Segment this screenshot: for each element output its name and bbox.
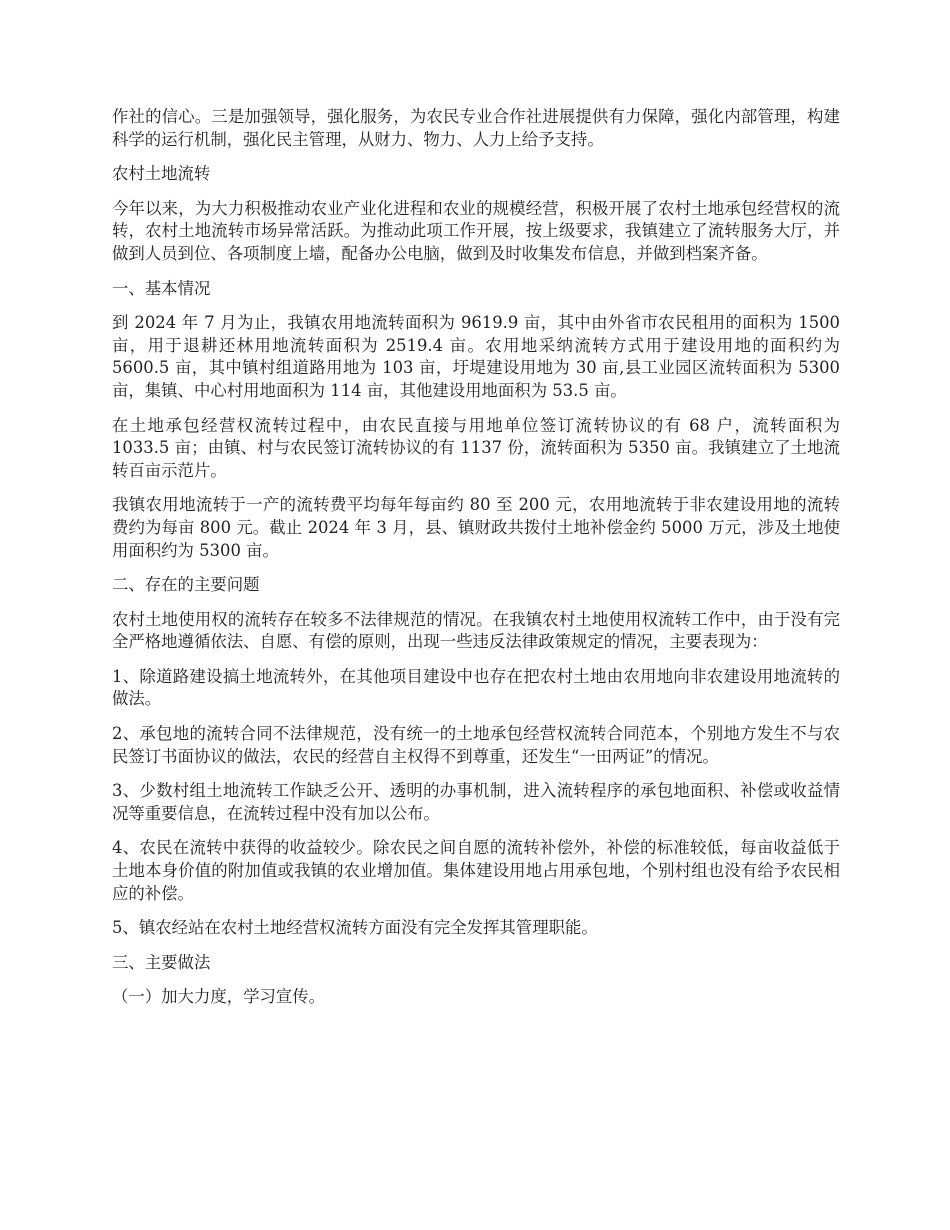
paragraph-transfer-area: 到 2024 年 7 月为止，我镇农用地流转面积为 9619.9 亩，其中由外省市农民租用的面积为 1500 亩，用于退耕还林用地流转面积为 2519.4 亩。农用地采纳流转方式用于建设用地的面积约为 5600.5 亩，其中镇村组道路用地为 103 亩，圩堤建设用地为 30 亩,县工业园区流转面积为 5300 亩，集镇、中心村用地面积为 114 亩，其他建设用地面积为 53.5 亩。: [112, 313, 840, 400]
heading-main-problems: 二、存在的主要问题: [112, 575, 260, 595]
document-page: [112, 106, 840, 1021]
heading-land-transfer: 农村土地流转: [112, 164, 211, 184]
subheading-practice-1: （一）加大力度，学习宣传。: [112, 987, 326, 1007]
paragraph-transfer-agreements: 在土地承包经营权流转过程中，由农民直接与用地单位签订流转协议的有 68 户，流转面积为 1033.5 亩；由镇、村与农民签订流转协议的有 1137 份，流转面积为 5350 亩。我镇建立了土地流转百亩示范片。: [112, 415, 840, 480]
paragraph-cooperative-confidence: 作社的信心。三是加强领导，强化服务，为农民专业合作社进展提供有力保障，强化内部管理，构建科学的运行机制，强化民主管理，从财力、物力、人力上给予支持。: [112, 107, 840, 149]
heading-main-practices: 三、主要做法: [112, 952, 211, 972]
paragraph-intro: 今年以来，为大力积极推动农业产业化进程和农业的规模经营，积极开展了农村土地承包经营权的流转，农村土地流转市场异常活跃。为推动此项工作开展，按上级要求，我镇建立了流转服务大厅，并做到人员到位、各项制度上墙，配备办公电脑，做到及时收集发布信息，并做到档案齐备。: [112, 198, 840, 263]
list-item-problem-4: 4、农民在流转中获得的收益较少。除农民之间自愿的流转补偿外，补偿的标准较低，每亩收益低于土地本身价值的附加值或我镇的农业增加值。集体建设用地占用承包地，个别村组也没有给予农民相应的补偿。: [112, 838, 840, 903]
list-item-problem-3: 3、少数村组土地流转工作缺乏公开、透明的办事机制，进入流转程序的承包地面积、补偿或收益情况等重要信息，在流转过程中没有加以公布。: [112, 781, 840, 823]
paragraph-problems-intro: 农村土地使用权的流转存在较多不法律规范的情况。在我镇农村土地使用权流转工作中，由于没有完全严格地遵循依法、自愿、有偿的原则，出现一些违反法律政策规定的情况，主要表现为：: [112, 609, 840, 652]
paragraph-transfer-fees: 我镇农用地流转于一产的流转费平均每年每亩约 80 至 200 元，农用地流转于非农建设用地的流转费约为每亩 800 元。截止 2024 年 3 月，县、镇财政共拨付土地补偿金约 5000 万元，涉及土地使用面积约为 5300 亩。: [112, 495, 840, 560]
list-item-problem-2: 2、承包地的流转合同不法律规范，没有统一的土地承包经营权流转合同范本，个别地方发生不与农民签订书面协议的做法，农民的经营自主权得不到尊重，还发生“一田两证”的情况。: [112, 724, 840, 766]
heading-basic-situation: 一、基本情况: [112, 278, 211, 298]
list-item-problem-1: 1、除道路建设搞土地流转外，在其他项目建设中也存在把农村土地由农用地向非农建设用地流转的做法。: [112, 666, 840, 709]
list-item-problem-5: 5、镇农经站在农村土地经营权流转方面没有完全发挥其管理职能。: [112, 918, 598, 938]
